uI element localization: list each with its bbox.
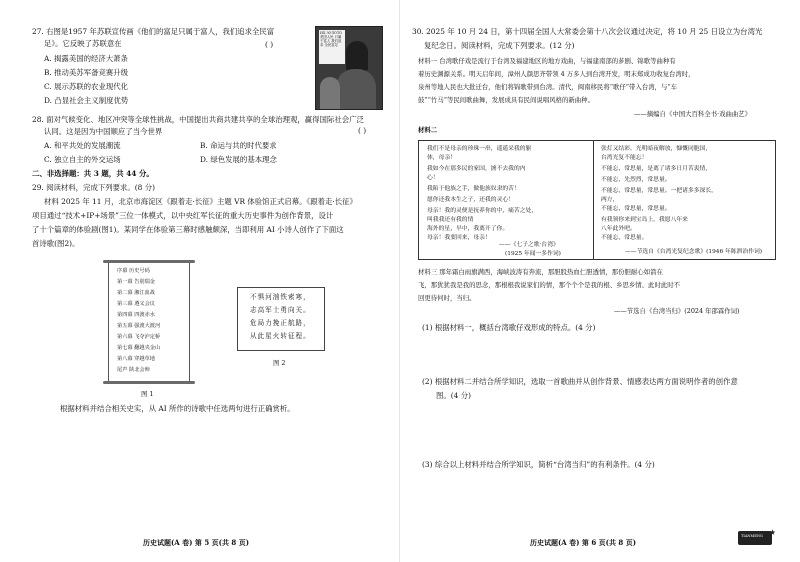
material3-line3: 回更待何时，当归。: [418, 294, 476, 302]
lyric-right-line: 不能忘，常思量，是离了诸多日月苦衷情，: [601, 166, 712, 172]
logo-star-icon: ★: [768, 528, 776, 537]
logo-text: TIANMENG: [741, 534, 763, 538]
scroll-row: 第六幕 飞夺泸定桥: [117, 334, 161, 340]
q30-sub2-line1: (2) 根据材料二并结合所学知识，选取一首歌曲并从创作背景、情感表达两方面说明作者的创作意: [422, 377, 738, 386]
q27-answer-paren[interactable]: ( ): [265, 40, 274, 49]
q29-material-line4: 首诗歌(图2)。: [32, 239, 80, 248]
lyric-right-line: 不能忘，先烈烈，常思量。: [601, 177, 671, 183]
q30-stem-line2: 复纪念日。阅读材料，完成下列要求。(12 分): [424, 41, 575, 50]
q28-option-a[interactable]: A. 和平共处的发展潮流: [44, 141, 121, 150]
scroll-row: 第七幕 翻越夹金山: [117, 345, 161, 351]
figure-2-poem-box: [237, 287, 325, 351]
lyric-left-line: 我如今在那多民的家国，掳不去我的内: [427, 166, 526, 172]
lyric-left-line: 母亲！我的灵便是抚养你的中，痛苦之处，: [427, 208, 538, 214]
scroll-top-rod: [103, 260, 195, 263]
scroll-row: 第一幕 告别瑞金: [117, 279, 155, 285]
figure-1-scroll: [108, 262, 190, 382]
section-2-heading: 二、非选择题：共 3 题，共 44 分。: [32, 169, 154, 178]
lyric-right-line: 两方，: [601, 197, 619, 203]
page-6-footer: 历史试题(A 卷) 第 6 页(共 8 页): [530, 538, 637, 547]
q30-sub2-line2: 图。(4 分): [436, 391, 471, 400]
lyric-left-line: 心！: [427, 175, 439, 181]
material3-line2: 飞，那犹犹我是我的思念，那根根我说家们的情，那个个个是我的根、乡思乡情、此时此时不: [418, 281, 681, 289]
lyric-right-line: 不能忘，常思量，常思量。: [601, 206, 671, 212]
q29-material-line1: 材料 2025 年 11 月，北京市海淀区《跟着走·长征》主题 VR 体验馆正式启幕。《跟着走·长征》: [44, 197, 357, 206]
material1-line3: 泉州等地人民也大批迁台，他们将锦歌带到台湾。清代，闽南移民将“歌仔”带入台湾，与“车: [418, 83, 678, 91]
material1-line2: 着历史渊源关系。明天启年间，漳州人颜思齐带领 4 万多人到台湾开发，明末郑成功收复台湾时，: [418, 70, 695, 78]
scroll-row: 尾声 陕北会师: [117, 367, 150, 373]
lyric-right-line: 台湾光复不能忘！: [601, 155, 648, 161]
q29-material-line3: 了十个篇章的体验剧(图1)。某同学在体验第三幕时感触颇深，当即利用 AI 小诗人创作了下面这: [32, 225, 344, 234]
poem-line: 不惧河汹铁索寒，: [250, 293, 311, 301]
lyric-left-line: 体，母亲！: [427, 155, 456, 161]
q29-material-line2: 项目通过“技术+IP+场景”三位一体模式，以中央红军长征的重大历史事件为创作背景，设计: [32, 211, 334, 220]
q30-sub1: (1) 根据材料一，概括台湾歌仔戏形成的特点。(4 分): [422, 323, 596, 332]
lyric-right-line: 不能忘，常思量，常思量。一把诸多多深长，: [601, 188, 717, 194]
lyric-left-line: 我陷于他族之手，做他族奴隶的苦！: [427, 186, 520, 192]
poster-figure-woman: [336, 69, 376, 109]
q28-option-c[interactable]: C. 独立自主的外交运场: [44, 155, 121, 164]
scroll-row: 序幕 历史号码: [117, 268, 150, 274]
q28-answer-paren[interactable]: ( ): [358, 126, 367, 135]
lyric-right-line: 张灯又结彩，光明暗夜解放，慷慨同胞国，: [601, 146, 712, 152]
q27-option-c[interactable]: C. 展示苏联的农业现代化: [44, 82, 128, 91]
scroll-row: 第五幕 强渡大渡河: [117, 323, 161, 329]
poem-line: 从此星火转征程。: [250, 332, 311, 340]
lyric-left-source: ——《七子之歌·台湾》: [499, 242, 559, 248]
poster-figure-child: [320, 77, 340, 109]
material2-label: 材料二: [418, 126, 438, 134]
q27-option-b[interactable]: B. 推动美苏军备竞赛升级: [44, 68, 129, 77]
material1-line1: 材料一 台湾歌仔戏是流行于台湾及福建地区的地方戏曲，与福建南部的芗剧、锦歌等曲种有: [418, 57, 676, 65]
material3-line1: 材料三 那年霜白雨旗满西，海峡波涛有奔流，那胆股热血仁胆透情，那份胆耐心如箭在: [418, 268, 663, 276]
scroll-row: 第二幕 湘江血战: [117, 290, 155, 296]
figure-2-caption: 图 2: [273, 359, 286, 367]
material3-source: ——节选自《台湾当归》(2024 年邵霖作词): [614, 307, 740, 315]
publisher-logo: [738, 528, 776, 545]
q29-stem: 29. 阅读材料，完成下列要求。(8 分): [32, 183, 156, 192]
q27-stem-line1: 27. 右图是1957 年苏联宣传画《他们的富足只属于富人，我们追求全民富: [32, 27, 275, 36]
scroll-row: 第四幕 四渡赤水: [117, 312, 155, 318]
scroll-row: 第八幕 穿越草地: [117, 356, 155, 362]
q30-sub3: (3) 综合以上材料并结合所学知识，简析“台湾当归”的有利条件。(4 分): [422, 460, 655, 469]
lyric-left-line: 叫我我还有我的情: [427, 217, 474, 223]
q28-stem-line1: 28. 面对气候变化、地区冲突等全球性挑战，中国提出共商共建共享的全球治理观，赢得国际社会广泛: [32, 115, 364, 124]
q29-requirement: 根据材料并结合相关史实，从 AI 所作的诗歌中任选两句进行正确赏析。: [60, 404, 295, 413]
scroll-bottom-rod: [103, 381, 195, 384]
lyric-right-source: ——节选自《台湾光复纪念歌》(1946 年陈泗治作词): [625, 249, 763, 255]
q28-stem-line2: 认同。这是因为中国顺应了当今世界: [44, 127, 163, 136]
poem-line: 危局力挽正航路，: [250, 319, 311, 327]
q28-option-b[interactable]: B. 命运与共的时代要求: [200, 141, 277, 150]
figure-1-caption: 图 1: [141, 390, 154, 398]
lyric-right-line: 有我领你来到宝岛上，我愿八年来: [601, 217, 688, 223]
q27-option-d[interactable]: D. 凸显社会主义制度优势: [44, 96, 129, 105]
q27-stem-line2: 足》。它反映了苏联意在: [44, 39, 122, 48]
poster-figure-man: [346, 41, 368, 71]
q28-option-d[interactable]: D. 绿色发展的基本理念: [200, 155, 277, 164]
q27-option-a[interactable]: A. 揭露美国的经济大萧条: [44, 54, 128, 63]
lyric-left-year: (1925 年闻一多作词): [505, 251, 561, 257]
poster-caption: ИХ ЗОЛОТО 美国人民 只属于富人 我们追求 全民富足: [319, 30, 345, 64]
lyric-right-line: 八年此外吧。: [601, 226, 636, 232]
page-5-footer: 历史试题(A 卷) 第 5 页(共 8 页): [143, 538, 250, 547]
lyric-left-line: 我们不是母亲的珍珠一串，遥遥采我的躯: [427, 146, 532, 152]
lyric-left-line: 海外的星，早中，我离开了你。: [427, 226, 509, 232]
q30-stem-line1: 30. 2025 年 10 月 24 日，第十四届全国人大常委会第十八次会议通过决定，将 10 月 25 日设立为台湾光: [412, 27, 763, 36]
material2-lyrics-table: [418, 140, 776, 260]
table-divider: [593, 141, 594, 259]
lyric-right-line: 不能忘，常思量。: [601, 235, 648, 241]
lyric-left-line: 愿你还我本生之子，还我的灵心！: [427, 197, 514, 203]
material1-line4: 鼓”“竹马”等民间歌曲舞，发展成具有民间说唱风格的新曲种。: [418, 96, 594, 104]
soviet-poster-image: [315, 26, 383, 110]
material1-source: ——摘编自《中国大百科全书·戏曲曲艺》: [634, 110, 752, 118]
scroll-row: 第三幕 遵义会议: [117, 301, 155, 307]
lyric-left-line: 母亲！我要回来，母亲！: [427, 235, 491, 241]
poem-line: 志高军士勇向关。: [250, 306, 311, 314]
